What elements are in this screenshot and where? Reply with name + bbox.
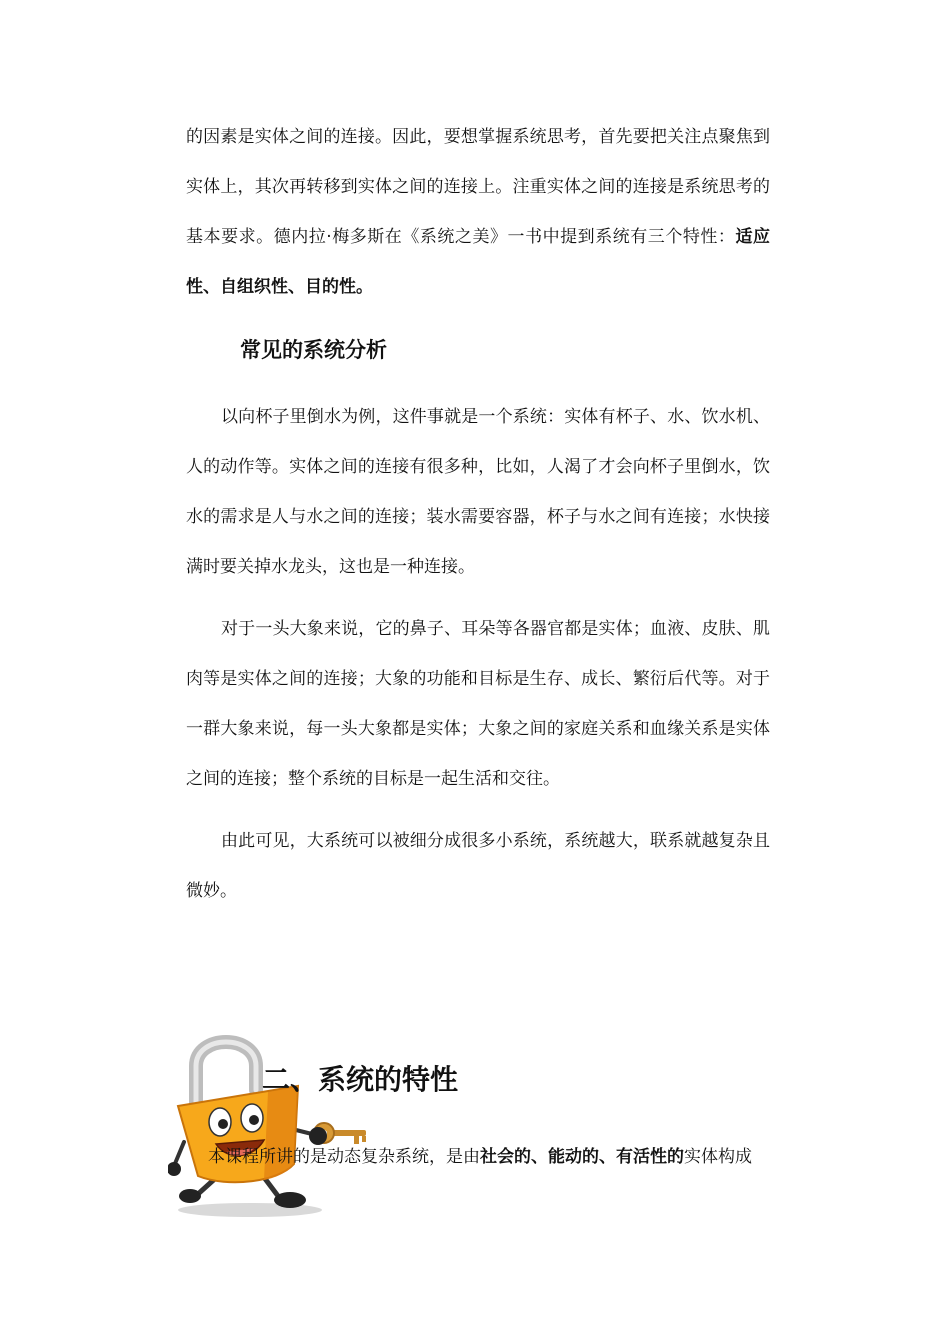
bold-term-self-organization: 自组织性: [220, 277, 288, 297]
bold-separator: 、: [599, 1147, 616, 1167]
paragraph-elephant-example: 对于一头大象来说，它的鼻子、耳朵等各器官都是实体；血液、皮肤、肌肉等是实体之间的连接；大象的功能和目标是生存、成长、繁衍后代等。对于一群大象来说，每一头大象都是实体；大象之间的家庭关系和血缘关系是实体之间的连接；整个系统的目标是一起生活和交往。: [186, 619, 770, 789]
lock-mascot-icon: [168, 1026, 383, 1218]
bold-term-active: 能动的: [548, 1147, 599, 1167]
bold-term-purposefulness: 目的性: [305, 277, 356, 297]
paragraph-text: 的因素是实体之间的连接。因此，要想掌握系统思考，首先要把关注点聚焦到实体上，其次再转移到实体之间的连接上。注重实体之间的连接是系统思考的基本要求。德内拉·梅多斯在《系统之美》一书中提到系统有三个特性：: [186, 127, 770, 247]
paragraph-tail: 实体构成: [684, 1147, 752, 1167]
bold-term-social: 社会的: [480, 1147, 531, 1167]
paragraph-lead: 本课程所讲的是动态复杂系统，是由: [208, 1147, 480, 1167]
bold-period: 。: [356, 277, 373, 297]
chapter-heading: 二、系统的特性: [262, 1063, 459, 1096]
bold-separator: 、: [203, 277, 220, 297]
section-heading: 常见的系统分析: [240, 338, 387, 362]
paragraph-cup-example: 以向杯子里倒水为例，这件事就是一个系统：实体有杯子、水、饮水机、人的动作等。实体之间的连接有很多种，比如，人渴了才会向杯子里倒水，饮水的需求是人与水之间的连接；装水需要容器，杯子与水之间有连接；水快接满时要关掉水龙头，这也是一种连接。: [186, 407, 770, 577]
bold-term-adaptability: 适应性: [186, 227, 771, 297]
paragraph-conclusion: 由此可见，大系统可以被细分成很多小系统，系统越大，联系就越复杂且微妙。: [186, 831, 770, 901]
bold-separator: 、: [288, 277, 305, 297]
paragraph-course-intro: [208, 1132, 788, 1182]
paragraph-system-features: [186, 112, 770, 312]
bold-separator: 、: [531, 1147, 548, 1167]
bold-term-living: 有活性的: [616, 1147, 684, 1167]
